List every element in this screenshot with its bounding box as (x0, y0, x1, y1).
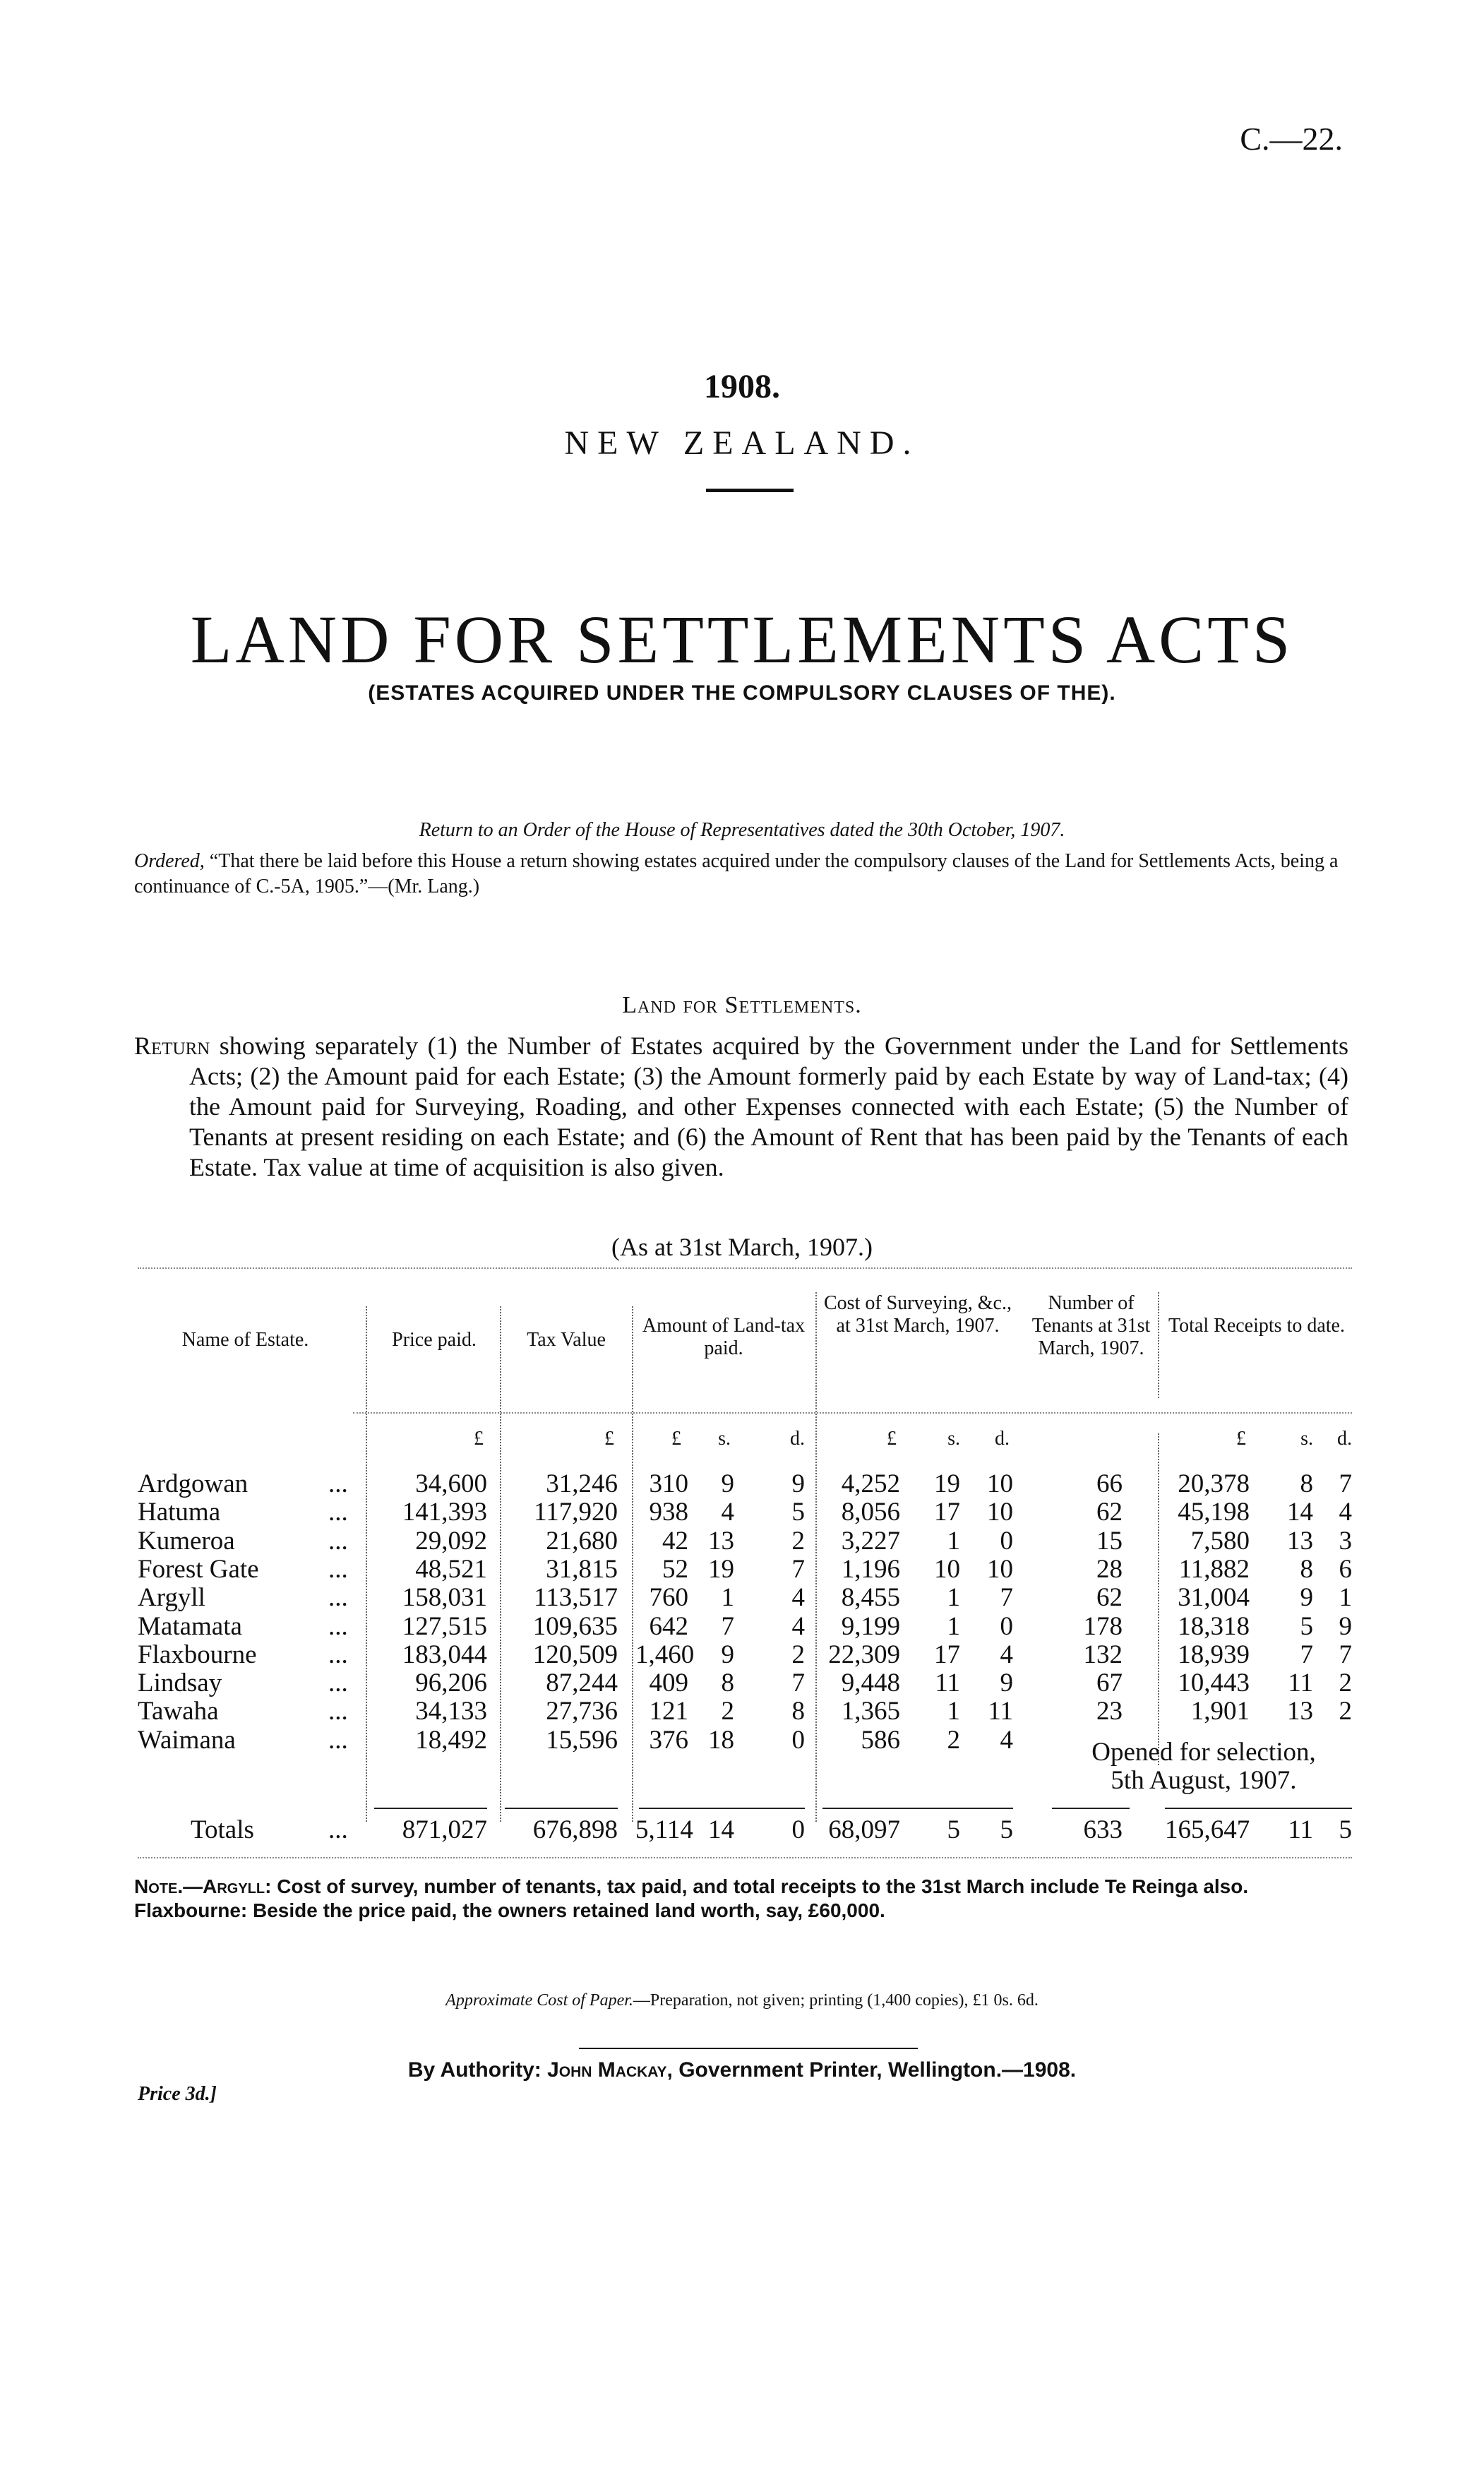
totals-rule (374, 1808, 487, 1809)
totals-receipts-shillings: 11 (1288, 1815, 1313, 1844)
tax-value: 113,517 (534, 1583, 618, 1613)
estate-name: Tawaha (138, 1697, 219, 1726)
land-tax-shillings: 13 (708, 1526, 734, 1556)
totals-survey-pounds: 68,097 (828, 1815, 900, 1844)
leader-dots: ... (328, 1640, 348, 1669)
totals-survey-shillings: 5 (947, 1815, 960, 1844)
unit-pence: d. (995, 1428, 1010, 1450)
price-paid: 141,393 (402, 1498, 487, 1527)
land-tax-pence: 0 (791, 1725, 805, 1755)
tenants-count: 66 (1096, 1469, 1123, 1498)
survey-shillings: 17 (934, 1640, 960, 1669)
totals-survey-pence: 5 (1000, 1815, 1013, 1844)
return-word: Return (134, 1032, 210, 1060)
price-paid: 127,515 (402, 1611, 487, 1641)
land-tax-shillings: 9 (721, 1469, 734, 1498)
receipts-pounds: 31,004 (1178, 1583, 1250, 1613)
tenants-count: 15 (1096, 1526, 1123, 1556)
survey-pence: 10 (987, 1469, 1013, 1498)
totals-land-tax-pence: 0 (791, 1815, 805, 1844)
as-at-date: (As at 31st March, 1907.) (611, 1233, 873, 1261)
receipts-pence: 7 (1339, 1469, 1352, 1498)
land-tax-pounds: 121 (649, 1697, 688, 1726)
survey-pence: 9 (1000, 1669, 1013, 1698)
survey-pounds: 22,309 (828, 1640, 900, 1669)
receipts-pounds: 45,198 (1178, 1498, 1250, 1527)
estate-name: Ardgowan (138, 1469, 249, 1498)
page-title: LAND FOR SETTLEMENTS ACTS (190, 602, 1294, 677)
totals-price: 871,027 (402, 1815, 487, 1844)
unit-shilling: s. (947, 1428, 960, 1450)
unit-pound: £ (671, 1428, 681, 1450)
tenants-count: 132 (1083, 1640, 1123, 1669)
totals-rule (1165, 1808, 1352, 1809)
tenants-count: 67 (1096, 1669, 1123, 1698)
receipts-shillings: 11 (1288, 1669, 1313, 1698)
totals-receipts-pounds: 165,647 (1165, 1815, 1250, 1844)
land-tax-shillings: 8 (721, 1669, 734, 1698)
unit-pound: £ (474, 1428, 484, 1450)
estate-name: Hatuma (138, 1498, 221, 1527)
receipts-pounds: 20,378 (1178, 1469, 1250, 1498)
receipts-pence: 9 (1339, 1611, 1352, 1641)
survey-shillings: 2 (947, 1725, 960, 1755)
survey-pounds: 1,196 (841, 1554, 900, 1584)
column-separator (1158, 1433, 1159, 1765)
land-tax-pence: 9 (791, 1469, 805, 1498)
survey-shillings: 10 (934, 1554, 960, 1584)
leader-dots: ... (328, 1498, 348, 1527)
unit-pound: £ (1236, 1428, 1246, 1450)
land-tax-pence: 5 (791, 1498, 805, 1527)
header-land-tax: Amount of Land-tax paid. (642, 1315, 806, 1359)
receipts-pounds: 18,939 (1178, 1640, 1250, 1669)
tenants-count: 62 (1096, 1498, 1123, 1527)
ordered-paragraph (134, 849, 1348, 900)
land-tax-pounds: 310 (649, 1469, 688, 1498)
unit-pound: £ (887, 1428, 897, 1450)
printer-name: John Mackay (547, 2058, 667, 2082)
page-reference: C.—22. (1240, 121, 1343, 157)
country-heading: NEW ZEALAND. (564, 424, 920, 462)
totals-label: Totals (191, 1815, 254, 1844)
tenants-count: 23 (1096, 1697, 1123, 1726)
land-tax-pounds: 42 (662, 1526, 688, 1556)
survey-pence: 10 (987, 1554, 1013, 1584)
survey-shillings: 1 (947, 1526, 960, 1556)
return-description (134, 1031, 1348, 1183)
totals-tenants: 633 (1083, 1815, 1123, 1844)
leader-dots: ... (328, 1697, 348, 1726)
land-tax-pence: 7 (791, 1554, 805, 1584)
authority-prefix: By Authority: (407, 2058, 541, 2082)
survey-pence: 7 (1000, 1583, 1013, 1613)
tax-value: 31,246 (546, 1469, 618, 1498)
land-tax-shillings: 19 (708, 1554, 734, 1584)
survey-pounds: 1,365 (841, 1697, 900, 1726)
survey-shillings: 1 (947, 1611, 960, 1641)
survey-pence: 4 (1000, 1640, 1013, 1669)
paper-cost-text: —Preparation, not given; printing (1,400 copies), £1 0s. 6d. (633, 1991, 1039, 2010)
survey-pounds: 8,455 (841, 1583, 900, 1613)
receipts-pence: 3 (1339, 1526, 1352, 1556)
tenants-count: 62 (1096, 1583, 1123, 1613)
note-text: Cost of survey, number of tenants, tax paid, and total receipts to the 31st March include Te Reinga also. Flaxbourne: Beside the price paid, the owners retained land worth, say, £60,000. (134, 1875, 1249, 1921)
land-tax-pence: 2 (791, 1526, 805, 1556)
column-separator (632, 1306, 633, 1822)
survey-pence: 10 (987, 1498, 1013, 1527)
tenants-count: 28 (1096, 1554, 1123, 1584)
survey-pence: 4 (1000, 1725, 1013, 1755)
receipts-pounds: 1,901 (1190, 1697, 1250, 1726)
land-tax-pence: 4 (791, 1611, 805, 1641)
leader-dots: ... (328, 1469, 348, 1498)
unit-pence: d. (790, 1428, 805, 1450)
land-tax-pounds: 938 (649, 1498, 688, 1527)
ordered-label: Ordered, (134, 850, 205, 872)
column-separator (1158, 1292, 1159, 1398)
survey-pence: 0 (1000, 1526, 1013, 1556)
survey-pence: 0 (1000, 1611, 1013, 1641)
waimana-note (1055, 1738, 1352, 1795)
unit-pound: £ (604, 1428, 614, 1450)
header-bottom-rule (353, 1412, 1352, 1414)
header-surveying-cost: Cost of Surveying, &c., at 31st March, 1907. (824, 1292, 1012, 1337)
tax-value: 21,680 (546, 1526, 618, 1556)
totals-land-tax-shillings: 14 (708, 1815, 734, 1844)
receipts-pence: 2 (1339, 1697, 1352, 1726)
leader-dots: ... (328, 1669, 348, 1698)
land-tax-pounds: 376 (649, 1725, 688, 1755)
receipts-shillings: 9 (1300, 1583, 1313, 1613)
receipts-shillings: 14 (1287, 1498, 1313, 1527)
page-subtitle: (ESTATES ACQUIRED UNDER THE COMPULSORY CLAUSES OF THE). (368, 681, 1116, 705)
price-paid: 158,031 (402, 1583, 487, 1613)
estate-name: Lindsay (138, 1669, 222, 1698)
receipts-pence: 6 (1339, 1554, 1352, 1584)
land-tax-pounds: 1,460 (635, 1640, 695, 1669)
receipts-pounds: 18,318 (1178, 1611, 1250, 1641)
price-paid: 48,521 (415, 1554, 487, 1584)
survey-pounds: 8,056 (841, 1498, 900, 1527)
receipts-shillings: 8 (1300, 1554, 1313, 1584)
price-label: Price 3d.] (138, 2083, 217, 2105)
column-separator (815, 1292, 817, 1822)
leader-dots: ... (328, 1526, 348, 1556)
receipts-pence: 4 (1339, 1498, 1352, 1527)
receipts-pounds: 10,443 (1178, 1669, 1250, 1698)
receipts-pounds: 11,882 (1178, 1554, 1250, 1584)
section-heading: Land for Settlements. (622, 992, 862, 1018)
survey-shillings: 19 (934, 1469, 960, 1498)
survey-pence: 11 (988, 1697, 1013, 1726)
paper-cost-label: Approximate Cost of Paper. (445, 1991, 633, 2010)
survey-shillings: 1 (947, 1583, 960, 1613)
tax-value: 15,596 (546, 1725, 618, 1755)
table-bottom-rule (138, 1857, 1352, 1858)
land-tax-pence: 8 (791, 1697, 805, 1726)
waimana-note-line2: 5th August, 1907. (1111, 1766, 1297, 1795)
land-tax-pounds: 642 (649, 1611, 688, 1641)
land-tax-pence: 2 (791, 1640, 805, 1669)
footer-rule (579, 2048, 918, 2049)
waimana-note-line1: Opened for selection, (1091, 1738, 1316, 1767)
totals-rule (822, 1808, 1013, 1809)
land-tax-shillings: 4 (721, 1498, 734, 1527)
divider-rule (706, 489, 794, 492)
price-paid: 29,092 (415, 1526, 487, 1556)
survey-pounds: 3,227 (841, 1526, 900, 1556)
receipts-shillings: 5 (1300, 1611, 1313, 1641)
receipts-pence: 7 (1339, 1640, 1352, 1669)
survey-pounds: 4,252 (841, 1469, 900, 1498)
paper-cost-line (0, 1991, 1484, 2010)
receipts-shillings: 8 (1300, 1469, 1313, 1498)
price-paid: 34,133 (415, 1697, 487, 1726)
leader-dots: ... (328, 1725, 348, 1755)
tax-value: 109,635 (532, 1611, 618, 1641)
totals-rule (505, 1808, 618, 1809)
receipts-pence: 1 (1339, 1583, 1352, 1613)
tenants-count: 178 (1083, 1611, 1123, 1641)
totals-receipts-pence: 5 (1339, 1815, 1352, 1844)
unit-shilling: s. (718, 1428, 731, 1450)
table-note (134, 1875, 1348, 1923)
tax-value: 120,509 (532, 1640, 618, 1669)
table-top-rule (138, 1267, 1352, 1269)
estate-name: Flaxbourne (138, 1640, 257, 1669)
receipts-pence: 2 (1339, 1669, 1352, 1698)
totals-tax-value: 676,898 (532, 1815, 618, 1844)
land-tax-shillings: 9 (721, 1640, 734, 1669)
tax-value: 117,920 (534, 1498, 618, 1527)
estate-name: Waimana (138, 1725, 236, 1755)
land-tax-pounds: 52 (662, 1554, 688, 1584)
estate-name: Argyll (138, 1583, 205, 1613)
survey-shillings: 1 (947, 1697, 960, 1726)
header-total-receipts: Total Receipts to date. (1168, 1315, 1345, 1337)
note-label: Note.—Argyll: (134, 1875, 272, 1897)
header-tax-value: Tax Value (527, 1329, 606, 1351)
survey-shillings: 11 (935, 1669, 960, 1698)
authority-line (0, 2058, 1484, 2082)
receipts-shillings: 13 (1287, 1697, 1313, 1726)
unit-shilling: s. (1300, 1428, 1313, 1450)
land-tax-pounds: 760 (649, 1583, 688, 1613)
tax-value: 31,815 (546, 1554, 618, 1584)
leader-dots: ... (328, 1554, 348, 1584)
land-tax-shillings: 2 (721, 1697, 734, 1726)
leader-dots: ... (328, 1611, 348, 1641)
land-tax-shillings: 7 (721, 1611, 734, 1641)
estate-name: Kumeroa (138, 1526, 235, 1556)
header-price-paid: Price paid. (392, 1329, 477, 1351)
price-paid: 183,044 (402, 1640, 487, 1669)
totals-dots: ... (328, 1815, 348, 1844)
totals-rule (1052, 1808, 1130, 1809)
tax-value: 87,244 (546, 1669, 618, 1698)
return-text: showing separately (1) the Number of Estates acquired by the Government under the Land for Settlements Acts; (2) the Amount paid for each Estate; (3) the Amount formerly paid by each Estate by way of Land-tax; (4) the Amount paid for Surveying, Roading, and other Expenses connected with each Estate; (5) the Number of Tenants at present residing on each Estate; and (6) the Amount of Rent that has been paid by the Tenants of each Estate. Tax value at time of acquisition is also given. (189, 1032, 1349, 1181)
survey-pounds: 9,448 (841, 1669, 900, 1698)
land-tax-pence: 4 (791, 1583, 805, 1613)
receipts-pounds: 7,580 (1190, 1526, 1250, 1556)
survey-pounds: 586 (861, 1725, 900, 1755)
return-order-line: Return to an Order of the House of Representatives dated the 30th October, 1907. (419, 819, 1065, 841)
ordered-text: “That there be laid before this House a return showing estates acquired under the compulsory clauses of the Land for Settlements Acts, being a continuance of C.-5A, 1905.”—(Mr. Lang.) (134, 850, 1339, 897)
totals-land-tax-pounds: 5,114 (635, 1815, 693, 1844)
land-tax-pounds: 409 (649, 1669, 688, 1698)
tax-value: 27,736 (546, 1697, 618, 1726)
header-name-of-estate: Name of Estate. (181, 1329, 309, 1351)
land-tax-pence: 7 (791, 1669, 805, 1698)
survey-pounds: 9,199 (841, 1611, 900, 1641)
year-heading: 1908. (704, 368, 780, 405)
estate-name: Matamata (138, 1611, 242, 1641)
authority-suffix: , Government Printer, Wellington.—1908. (666, 2058, 1077, 2082)
unit-pence: d. (1337, 1428, 1352, 1450)
land-tax-shillings: 18 (708, 1725, 734, 1755)
estate-name: Forest Gate (138, 1554, 259, 1584)
totals-rule (639, 1808, 805, 1809)
header-tenants: Number of Tenants at 31st March, 1907. (1031, 1292, 1151, 1359)
receipts-shillings: 7 (1300, 1640, 1313, 1669)
leader-dots: ... (328, 1583, 348, 1613)
receipts-shillings: 13 (1287, 1526, 1313, 1556)
land-tax-shillings: 1 (721, 1583, 734, 1613)
price-paid: 34,600 (415, 1469, 487, 1498)
price-paid: 18,492 (415, 1725, 487, 1755)
survey-shillings: 17 (934, 1498, 960, 1527)
price-paid: 96,206 (415, 1669, 487, 1698)
